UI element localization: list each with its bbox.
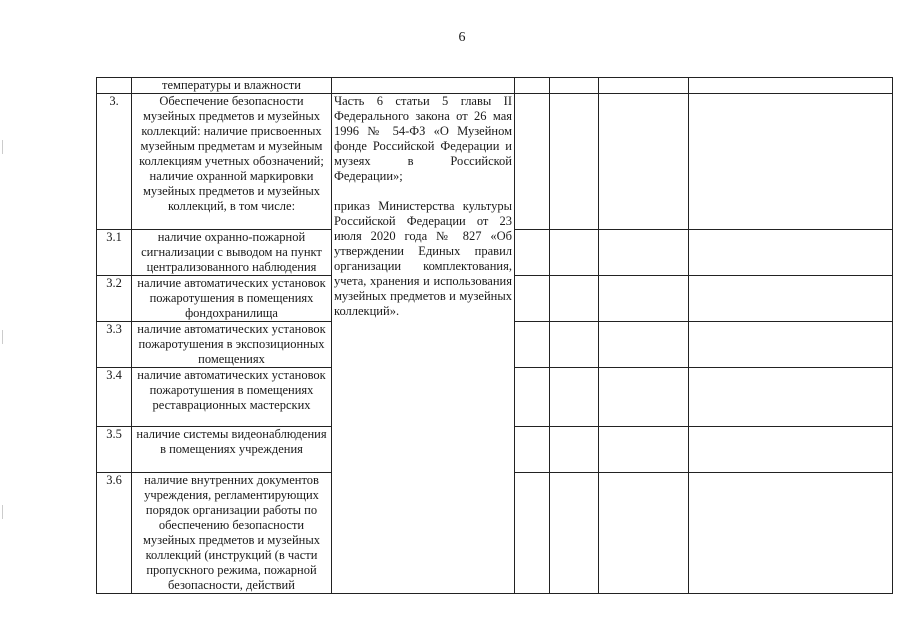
item-cell: наличие автоматических установок пожаротушения в экспозиционных помещениях (132, 322, 332, 368)
law-reference-cell (332, 94, 515, 594)
item-cell: наличие внутренних документов учреждения, регламентирующих порядок организации работы по обеспечению безопасности музейных предметов и музейных коллекций (инструкций (в части пропускного режима, пожарной безопасности, действий (132, 473, 332, 594)
item-cell: наличие автоматических установок пожаротушения в помещениях реставрационных мастерских (132, 368, 332, 427)
item-cell: наличие автоматических установок пожаротушения в помещениях фондохранилища (132, 276, 332, 322)
item-cell: температуры и влажности (132, 78, 332, 94)
number-cell: 3.4 (97, 368, 132, 427)
scan-edge-mark (2, 140, 3, 154)
number-cell: 3.5 (97, 427, 132, 473)
number-cell: 3. (97, 94, 132, 230)
law-reference-2: приказ Министерства культуры Российской Федерации от 23 июля 2020 года № 827 «Об утверждении Единых правил организации комплектования, учета, хранения и использования музейных предметов и музейных коллекций». (334, 199, 512, 318)
number-cell: 3.3 (97, 322, 132, 368)
scan-edge-mark (2, 505, 3, 519)
table-row (97, 78, 893, 94)
law-reference-1: Часть 6 статьи 5 главы II Федерального закона от 26 мая 1996 № 54-ФЗ «О Музейном фонде Российской Федерации и музеях в Российской Федерации»; (334, 94, 512, 183)
law-cell (332, 78, 515, 94)
item-cell: Обеспечение безопасности музейных предметов и музейных коллекций: наличие присвоенных музейным предметам и музейным коллекциям учетных обозначений; наличие охранной маркировки музейных предметов и музейных коллекций, в том числе: (132, 94, 332, 230)
scan-edge-mark (2, 330, 3, 344)
number-cell: 3.2 (97, 276, 132, 322)
number-cell: 3.6 (97, 473, 132, 594)
page-number: 6 (458, 30, 466, 45)
table-row (97, 94, 893, 230)
item-cell: наличие системы видеонаблюдения в помещениях учреждения (132, 427, 332, 473)
number-cell (97, 78, 132, 94)
requirements-table (96, 77, 893, 594)
item-cell: наличие охранно-пожарной сигнализации с выводом на пункт централизованного наблюдения (132, 230, 332, 276)
number-cell: 3.1 (97, 230, 132, 276)
